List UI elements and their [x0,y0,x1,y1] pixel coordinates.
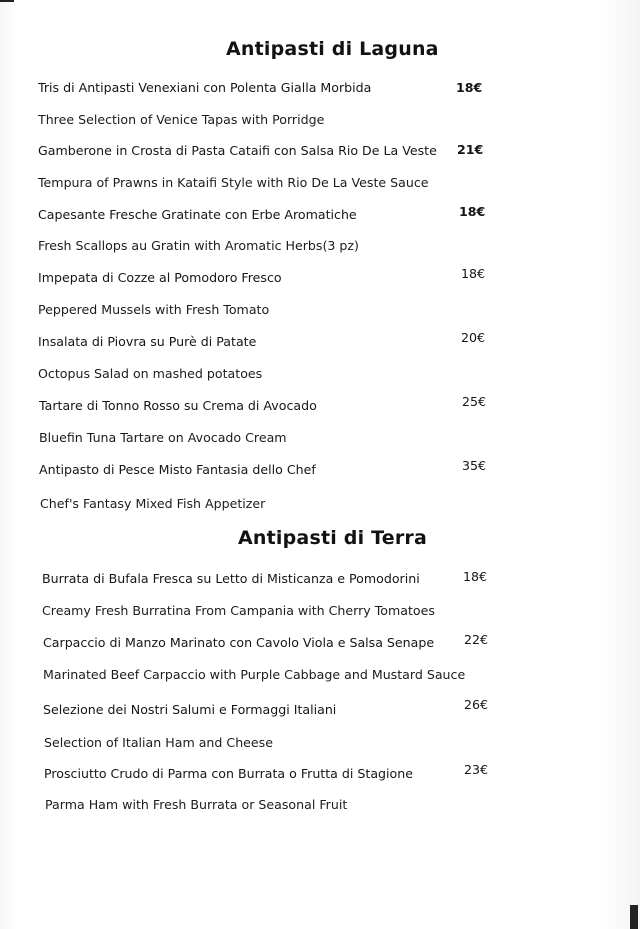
menu-item-english: Creamy Fresh Burratina From Campania with Cherry Tomatoes [42,603,435,618]
menu-item-italian: Impepata di Cozze al Pomodoro Fresco [38,270,282,285]
menu-item-english: Bluefin Tuna Tartare on Avocado Cream [39,430,287,445]
menu-item-price: 20€ [461,330,486,345]
menu-item-italian: Antipasto di Pesce Misto Fantasia dello Chef [39,462,316,477]
menu-item-italian: Gamberone in Crosta di Pasta Cataifi con Salsa Rio De La Veste [38,143,437,158]
menu-item-italian: Capesante Fresche Gratinate con Erbe Aromatiche [38,207,357,222]
menu-item-price: 23€ [464,762,489,777]
scan-edge-mark [630,905,638,929]
menu-item-english: Peppered Mussels with Fresh Tomato [38,302,270,317]
menu-item-price: 25€ [462,394,487,409]
menu-item-italian: Tris di Antipasti Venexiani con Polenta Gialla Morbida [38,80,372,95]
menu-item-english: Octopus Salad on mashed potatoes [38,366,263,381]
menu-item-english: Tempura of Prawns in Kataifi Style with Rio De La Veste Sauce [38,175,429,190]
menu-item-italian: Burrata di Bufala Fresca su Letto di Misticanza e Pomodorini [42,571,420,586]
menu-item-english: Fresh Scallops au Gratin with Aromatic Herbs(3 pz) [38,238,359,253]
menu-item-italian: Carpaccio di Manzo Marinato con Cavolo Viola e Salsa Senape [43,635,435,650]
menu-item-english: Selection of Italian Ham and Cheese [44,735,273,750]
menu-item-english: Marinated Beef Carpaccio with Purple Cabbage and Mustard Sauce [43,667,466,682]
menu-item-italian: Insalata di Piovra su Purè di Patate [38,334,257,349]
menu-item-price: 18€ [463,569,488,584]
menu-item-price: 21€ [457,142,484,157]
menu-item-price: 18€ [461,266,486,281]
menu-item-price: 18€ [456,80,483,95]
menu-item-price: 35€ [462,458,487,473]
menu-item-price: 22€ [464,632,489,647]
menu-item-italian: Prosciutto Crudo di Parma con Burrata o Frutta di Stagione [44,766,413,781]
menu-item-english: Parma Ham with Fresh Burrata or Seasonal Fruit [45,797,348,812]
menu-item-italian: Selezione dei Nostri Salumi e Formaggi Italiani [43,702,337,717]
scan-edge-mark [0,0,14,2]
menu-item-english: Chef's Fantasy Mixed Fish Appetizer [40,496,266,511]
section-title-laguna: Antipasti di Laguna [226,38,439,60]
section-title-terra: Antipasti di Terra [238,527,427,549]
menu-item-price: 18€ [459,204,486,219]
menu-item-english: Three Selection of Venice Tapas with Porridge [38,112,325,127]
menu-item-price: 26€ [464,697,489,712]
menu-item-italian: Tartare di Tonno Rosso su Crema di Avocado [39,398,317,413]
